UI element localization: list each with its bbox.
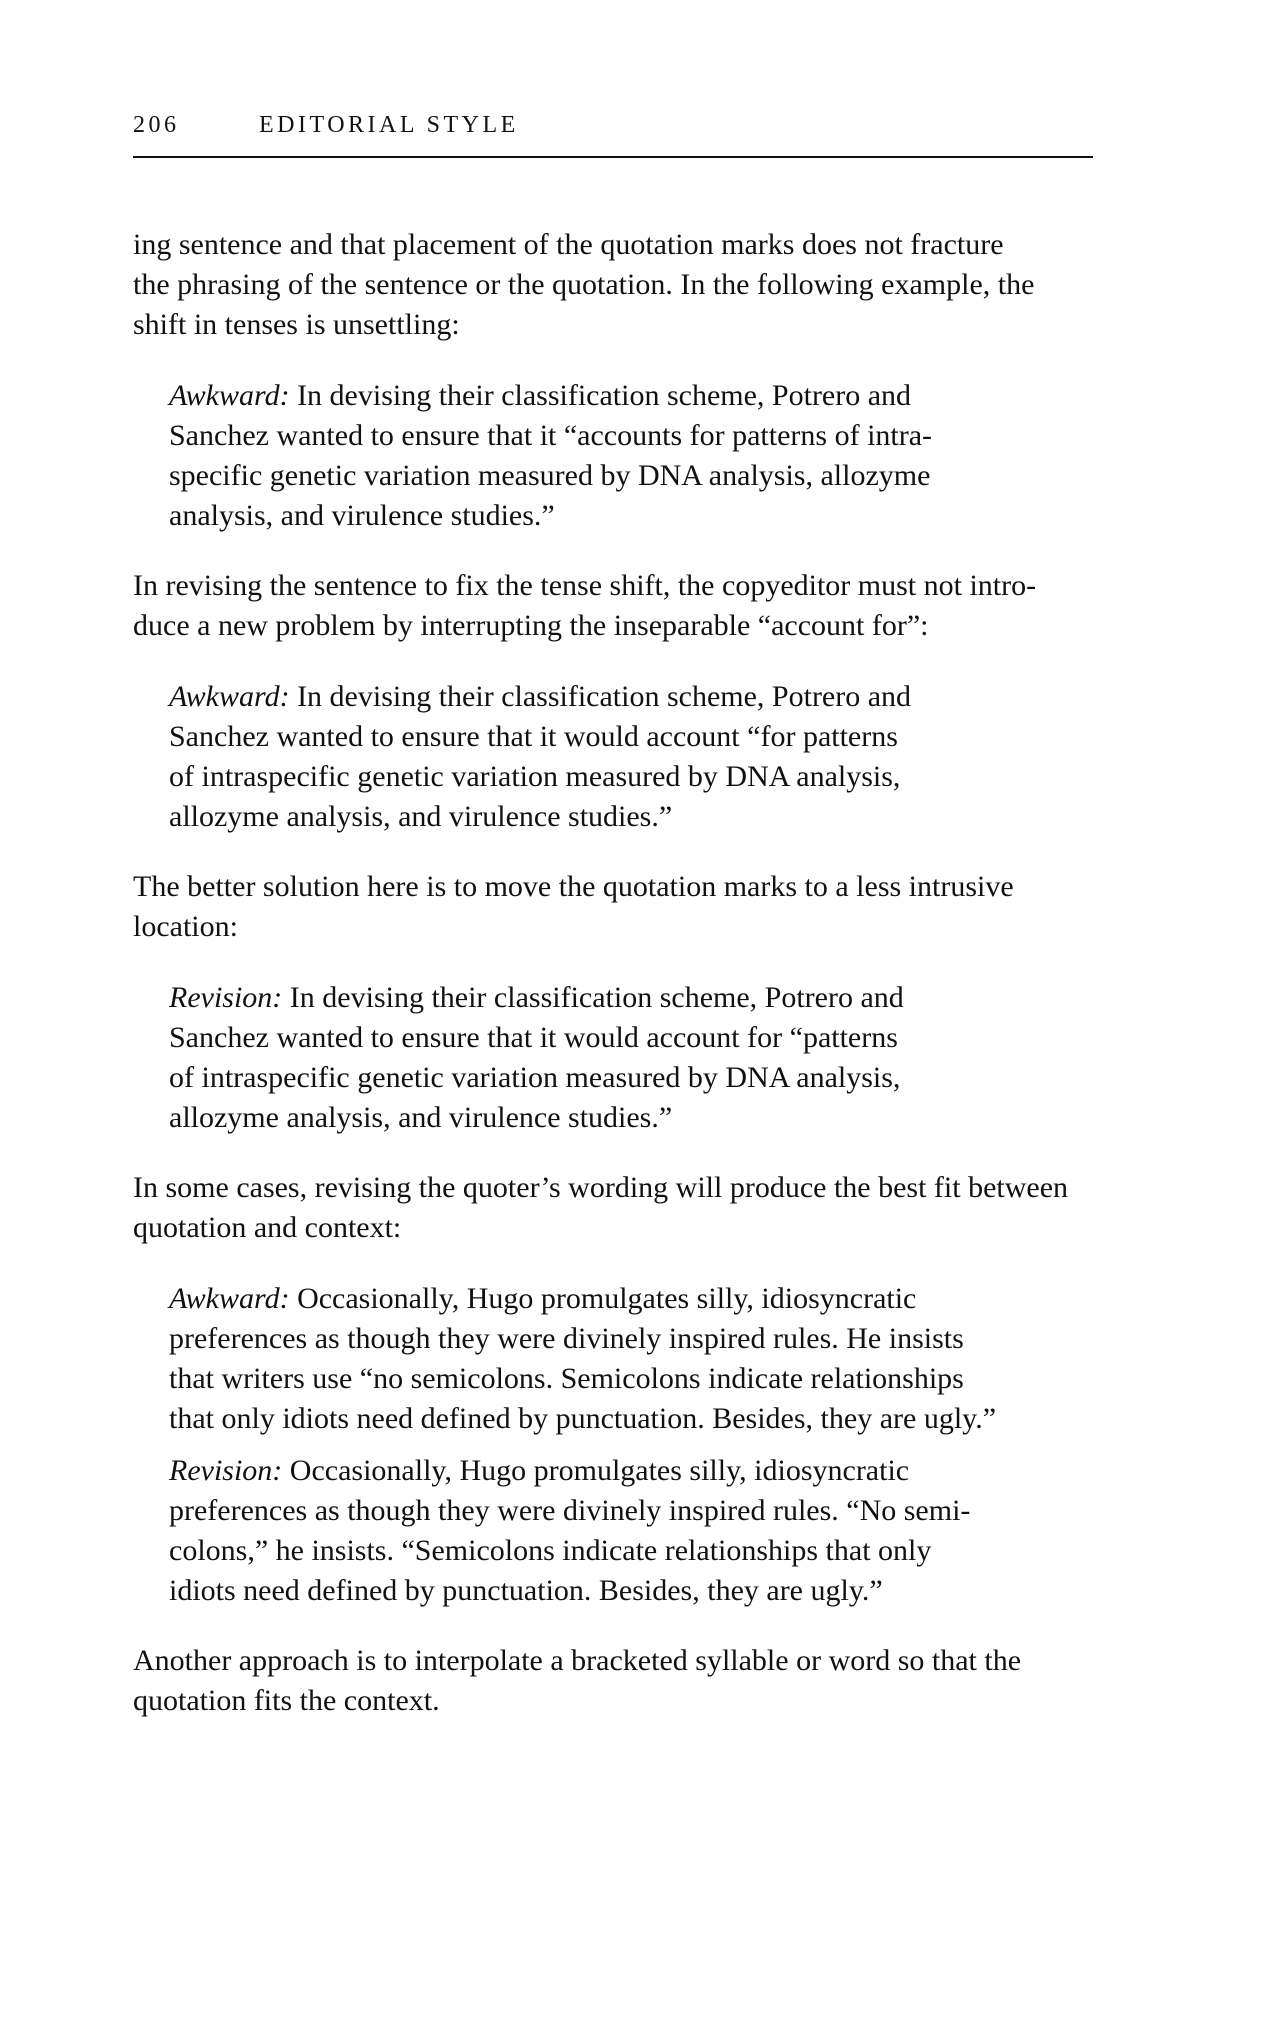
text-line: Sanchez wanted to ensure that it would account for “patterns — [169, 1021, 898, 1054]
text-line: that writers use “no semicolons. Semicolons indicate relationships — [169, 1362, 964, 1395]
text-line: idiots need defined by punctuation. Besides, they are ugly.” — [169, 1574, 883, 1607]
example — [169, 376, 1029, 536]
text-line: Sanchez wanted to ensure that it “accounts for patterns of intra- — [169, 419, 933, 452]
paragraph — [133, 867, 1093, 947]
text-line: location: — [133, 910, 238, 943]
example-extract — [169, 1279, 1029, 1611]
example-text: Occasionally, Hugo promulgates silly, idiosyncratic — [282, 1454, 910, 1487]
example — [169, 1451, 1029, 1611]
running-title: EDITORIAL STYLE — [259, 112, 519, 138]
paragraph — [133, 1641, 1093, 1721]
example-text: In devising their classification scheme, Potrero and — [289, 379, 912, 412]
text-line: of intraspecific genetic variation measured by DNA analysis, — [169, 1061, 901, 1094]
text-line: the phrasing of the sentence or the quotation. In the following example, the — [133, 268, 1035, 301]
example-extract — [169, 978, 1029, 1138]
text-line: preferences as though they were divinely inspired rules. He insists — [169, 1322, 964, 1355]
text-line: quotation fits the context. — [133, 1684, 440, 1717]
example-label: Awkward: — [169, 680, 290, 713]
page-number: 206 — [133, 112, 180, 138]
text-line: that only idiots need defined by punctuation. Besides, they are ugly.” — [169, 1402, 997, 1435]
example-label: Awkward: — [169, 1282, 290, 1315]
paragraph — [133, 566, 1093, 646]
text-line: Another approach is to interpolate a bracketed syllable or word so that the — [133, 1644, 1022, 1677]
text-line: colons,” he insists. “Semicolons indicate relationships that only — [169, 1534, 932, 1567]
example-text: In devising their classification scheme, Potrero and — [289, 680, 912, 713]
text-line — [169, 978, 1029, 1018]
text-line: In some cases, revising the quoter’s wording will produce the best fit between — [133, 1171, 1069, 1204]
text-line: analysis, and virulence studies.” — [169, 499, 555, 532]
text-line: of intraspecific genetic variation measured by DNA analysis, — [169, 760, 901, 793]
example-text: In devising their classification scheme, Potrero and — [282, 981, 904, 1014]
text-line — [169, 1279, 1029, 1319]
text-line: The better solution here is to move the quotation marks to a less intrusive — [133, 870, 1014, 903]
example-label: Revision: — [169, 1454, 283, 1487]
text-line — [169, 1451, 1029, 1491]
text-line: quotation and context: — [133, 1211, 402, 1244]
example — [169, 978, 1029, 1138]
text-line: preferences as though they were divinely inspired rules. “No semi- — [169, 1494, 971, 1527]
text-line: duce a new problem by interrupting the inseparable “account for”: — [133, 609, 929, 642]
text-line — [169, 677, 1029, 717]
example-text: Occasionally, Hugo promulgates silly, idiosyncratic — [289, 1282, 917, 1315]
text-line: allozyme analysis, and virulence studies.” — [169, 800, 673, 833]
running-head — [133, 112, 1093, 158]
text-line: Sanchez wanted to ensure that it would account “for patterns — [169, 720, 898, 753]
text-line — [169, 376, 1029, 416]
example-label: Revision: — [169, 981, 283, 1014]
example-extract — [169, 376, 1029, 536]
example-extract — [169, 677, 1029, 837]
body-text — [133, 225, 1093, 1752]
text-line: shift in tenses is unsettling: — [133, 308, 460, 341]
paragraph — [133, 1168, 1093, 1248]
example — [169, 677, 1029, 837]
example — [169, 1279, 1029, 1439]
example-label: Awkward: — [169, 379, 290, 412]
text-line: In revising the sentence to fix the tense shift, the copyeditor must not intro- — [133, 569, 1037, 602]
paragraph — [133, 225, 1093, 345]
text-line: ing sentence and that placement of the quotation marks does not fracture — [133, 228, 1004, 261]
text-line: allozyme analysis, and virulence studies.” — [169, 1101, 673, 1134]
text-line: specific genetic variation measured by DNA analysis, allozyme — [169, 459, 931, 492]
